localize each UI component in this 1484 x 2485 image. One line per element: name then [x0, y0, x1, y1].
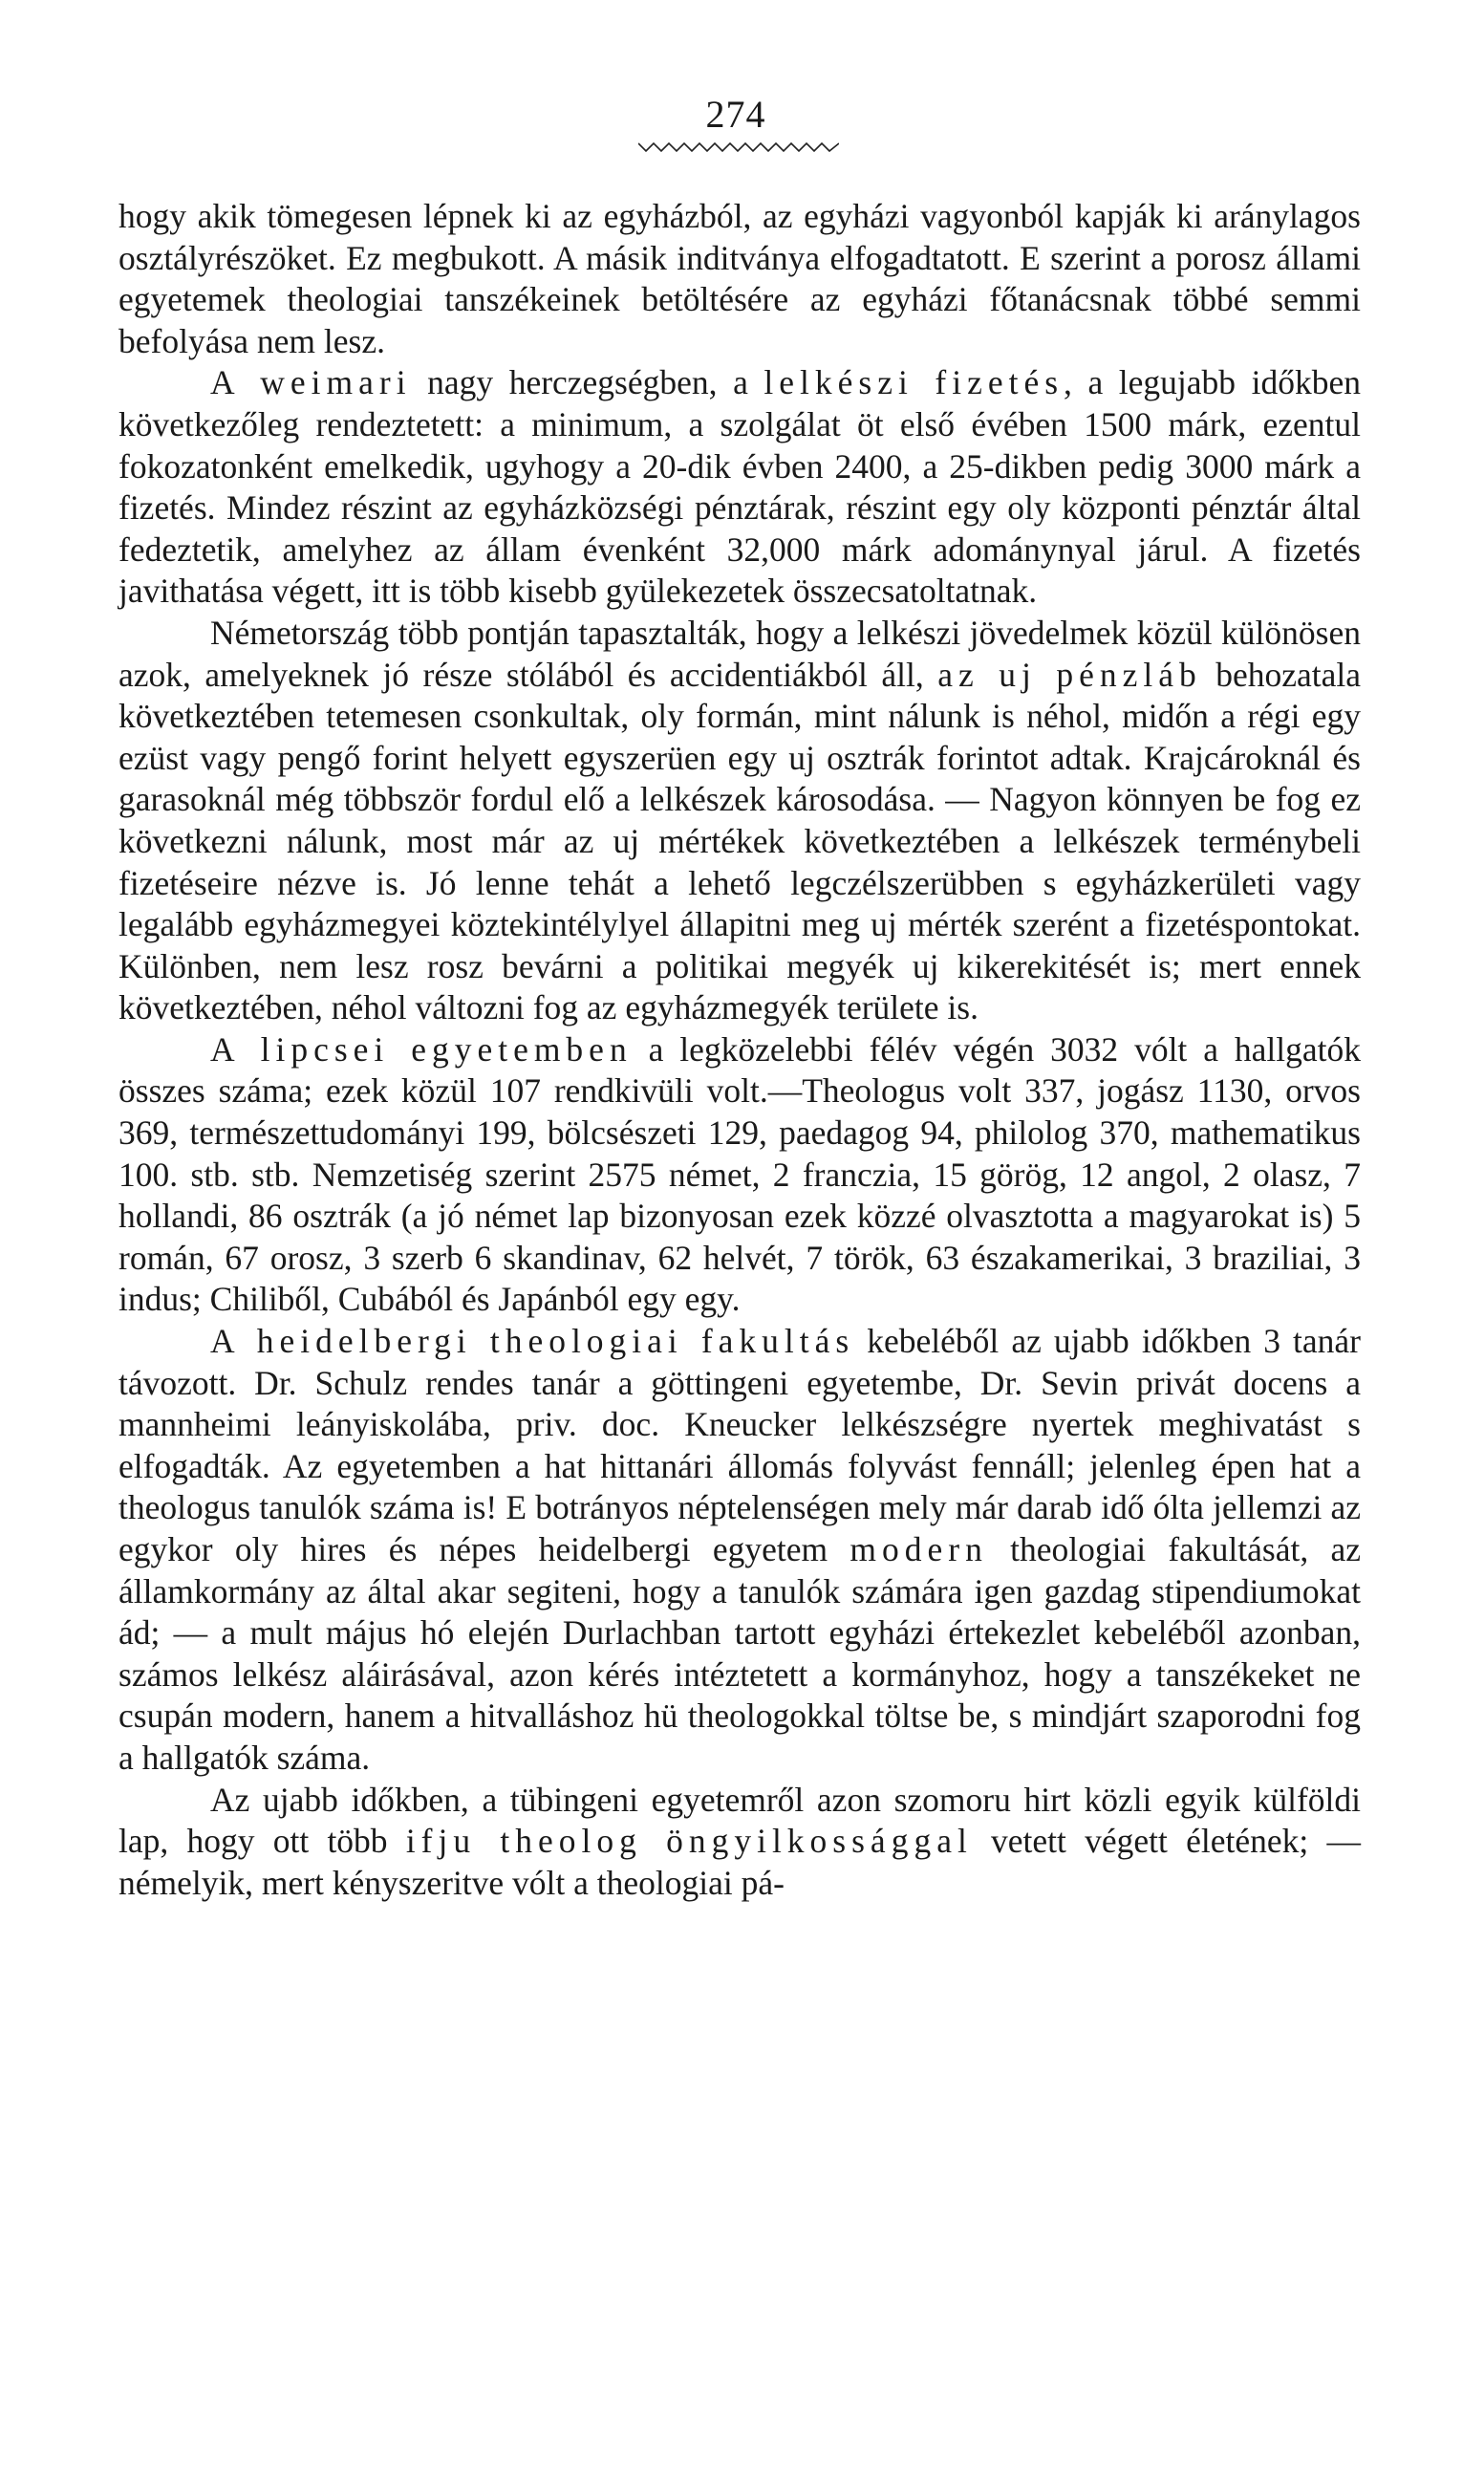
text-segment: Az ujabb időkben, a tübingeni egyetemről azon szomoru hirt közli egyik külföldi lap, hogy ott több — [118, 1780, 1361, 1861]
text-segment: hogy akik tömegesen lépnek ki az egyházból, az egyházi vagyonból kapják ki aránylagos osztályrészöket. Ez megbukott. A másik inditványa elfogadtatott. E szerint a porosz állami egyetemek theologiai tanszékeinek betöltésére az egyházi főtanácsnak többé semmi befolyása nem lesz. — [118, 197, 1361, 360]
paragraph — [118, 362, 1361, 613]
text-segment: , a legujabb időkben következőleg rendeztetett: a minimum, a szolgálat öt első évében 1500 márk, ezentul fokozatonként emelkedik, ugyhogy a 20-dik évben 2400, a 25-dikben pedig 3000 márk a fizetés. Mindez részint az egyházközségi pénztárak, részint egy oly központi pénztár által fedeztetik, amelyhez az állam évenként 32,000 márk adománynyal járul. A fizetés javithatása végett, itt is több kisebb gyülekezetek összecsatoltatnak. — [118, 363, 1361, 611]
text-segment: Németország több pontján tapasztalták, hogy a lelkészi jövedelmek közül különösen azok, amelyeknek jó része stólából és accidentiákból áll, — [118, 613, 1361, 694]
paragraph — [118, 613, 1361, 1029]
emphasized-text: A lipcsei egyetemben — [210, 1029, 633, 1069]
text-segment: theologiai fakultását, az államkormány az által akar segiteni, hogy a tanulók számára igen gazdag stipendiumokat ád; — a mult május hó elején Durlachban tartott egyházi értekezlet kebeléből azonban, számos lelkész aláirásával, azon kérés intéztetett a kormányhoz, hogy a tanszékeket ne csupán modern, hanem a hitvalláshoz hü theologokkal töltse be, s mindjárt szaporodni fog a hallgatók száma. — [118, 1530, 1361, 1777]
page-number: 274 — [705, 93, 766, 136]
paragraph — [118, 1780, 1361, 1905]
emphasized-text: A weimari — [210, 363, 412, 402]
body-text — [118, 196, 1361, 1904]
paragraph — [118, 196, 1361, 362]
emphasized-text: A heidelbergi theologiai fakultás — [210, 1322, 855, 1361]
text-segment: kebeléből az ujabb időkben 3 tanár távozott. Dr. Schulz rendes tanár a göttingeni egyetembe, Dr. Sevin privát docens a mannheimi leányiskolába, priv. doc. Kneucker lelkészségre nyertek meghivatást s elfogadták. Az egyetemben a hat hittanári állomás folyvást fennáll; jelenleg épen hat a theologus tanulók száma is! E botrányos néptelenségen mely már darab idő ólta jellemzi az egykor oly hires és népes heidelbergi egyetem — [118, 1322, 1362, 1568]
paragraph — [118, 1029, 1361, 1321]
emphasized-text: lelkészi fizetés — [764, 363, 1065, 402]
text-segment: behozatala következtében tetemesen csonkultak, oly formán, mint nálunk is néhol, midőn a régi egy ezüst vagy pengő forint helyett egyszerüen egy uj osztrák forintot adtak. Krajcároknál és garasoknál még többször fordul elő a lelkészek károsodása. — Nagyon könnyen be fog ez következni nálunk, most már az uj mértékek következtében a lelkészek terménybeli fizetéseire nézve is. Jó lenne tehát a lehető legczélszerübben s egyházkerületi vagy legalább egyházmegyei köztekintélylyel állapitni meg uj mérték szerént a fizetéspontokat. Különben, nem lesz rosz bevárni a politikai megyék uj kikerekitését is; mert ennek következtében, néhol változni fog az egyházmegyék területe is. — [118, 655, 1361, 1027]
text-segment: a legközelebbi félév végén 3032 vólt a hallgatók összes száma; ezek közül 107 rendkivüli volt.—Theologus volt 337, jogász 1130, orvos 369, természettudományi 199, bölcsészeti 129, paedagog 94, philolog 370, mathematikus 100. stb. stb. Nemzetiség szerint 2575 német, 2 franczia, 15 görög, 12 angol, 2 olasz, 7 hollandi, 86 osztrák (a jó német lap bizonyosan ezek közzé olvasztotta a magyarokat is) 5 román, 67 orosz, 3 szerb 6 skandinav, 62 helvét, 7 török, 63 északamerikai, 3 braziliai, 3 indus; Chiliből, Cubából és Japánból egy egy. — [118, 1029, 1361, 1319]
text-segment: vetett végett életének; —némelyik, mert kényszeritve vólt a theologiai pá- — [118, 1822, 1361, 1902]
decorative-rule — [638, 140, 839, 155]
emphasized-text: modern — [850, 1530, 988, 1568]
emphasized-text: ifju theolog öngyilkossággal — [405, 1822, 973, 1861]
text-segment: nagy herczegségben, a — [411, 363, 764, 402]
paragraph — [118, 1321, 1361, 1780]
emphasized-text: az uj pénzláb — [937, 655, 1202, 694]
